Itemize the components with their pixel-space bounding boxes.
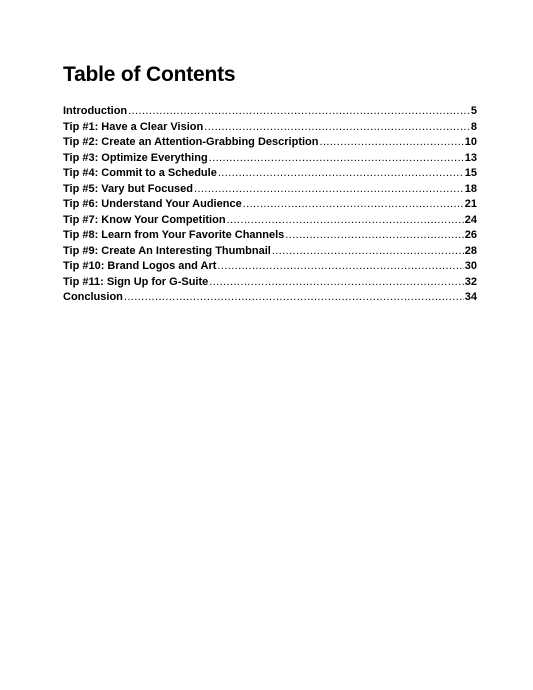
- toc-dot-leader: [209, 151, 464, 167]
- toc-entry-page-number: 15: [464, 167, 477, 179]
- toc-entry[interactable]: [63, 259, 477, 275]
- toc-dot-leader: [204, 120, 470, 136]
- toc-entry-page-number: 21: [464, 198, 477, 210]
- page-title: Table of Contents: [63, 63, 236, 86]
- toc-entry-label: Conclusion: [63, 291, 123, 303]
- toc-entry[interactable]: [63, 151, 477, 167]
- toc-entry-label: Tip #6: Understand Your Audience: [63, 198, 242, 210]
- toc-entry-label: Tip #4: Commit to a Schedule: [63, 167, 217, 179]
- toc-entry[interactable]: [63, 166, 477, 182]
- toc-entry-page-number: 18: [464, 182, 477, 195]
- toc-entry-page-number: 8: [470, 120, 477, 133]
- toc-entry-label: Tip #8: Learn from Your Favorite Channels: [63, 229, 285, 241]
- toc-dot-leader: [227, 213, 464, 229]
- toc-entry-page-number: 28: [464, 244, 477, 257]
- toc-entry[interactable]: [63, 244, 477, 260]
- toc-list: [63, 104, 477, 306]
- toc-entry[interactable]: [63, 104, 477, 120]
- toc-entry-label: Introduction: [63, 105, 128, 117]
- toc-entry-label: Tip #3: Optimize Everything: [63, 151, 208, 164]
- toc-dot-leader: [319, 135, 463, 151]
- toc-dot-leader: [218, 166, 464, 182]
- toc-entry[interactable]: [63, 135, 477, 151]
- toc-dot-leader: [272, 244, 464, 260]
- toc-dot-leader: [209, 275, 463, 291]
- toc-entry-page-number: 34: [464, 291, 477, 303]
- toc-entry-page-number: 13: [464, 151, 477, 164]
- toc-entry-page-number: 10: [464, 136, 477, 148]
- toc-entry-page-number: 26: [464, 229, 477, 241]
- toc-entry-label: Tip #9: Create An Interesting Thumbnail: [63, 244, 271, 257]
- toc-dot-leader: [285, 228, 463, 244]
- toc-entry-label: Tip #10: Brand Logos and Art: [63, 260, 217, 272]
- toc-entry[interactable]: [63, 197, 477, 213]
- toc-entry-page-number: 24: [464, 213, 477, 226]
- toc-entry[interactable]: [63, 290, 477, 306]
- toc-entry-label: Tip #11: Sign Up for G-Suite: [63, 275, 209, 288]
- toc-entry-label: Tip #5: Vary but Focused: [63, 182, 193, 195]
- toc-entry-page-number: 5: [470, 105, 477, 117]
- toc-entry[interactable]: [63, 182, 477, 198]
- toc-entry-label: Tip #1: Have a Clear Vision: [63, 120, 204, 133]
- toc-entry[interactable]: [63, 213, 477, 229]
- toc-dot-leader: [128, 104, 470, 120]
- toc-entry-page-number: 30: [464, 260, 477, 272]
- toc-dot-leader: [124, 290, 464, 306]
- toc-entry[interactable]: [63, 228, 477, 244]
- toc-entry-label: Tip #2: Create an Attention-Grabbing Description: [63, 136, 319, 148]
- toc-entry-page-number: 32: [464, 275, 477, 288]
- toc-dot-leader: [194, 182, 464, 198]
- toc-entry[interactable]: [63, 275, 477, 291]
- toc-entry[interactable]: [63, 120, 477, 136]
- toc-entry-label: Tip #7: Know Your Competition: [63, 213, 226, 226]
- toc-dot-leader: [217, 259, 463, 275]
- toc-dot-leader: [243, 197, 464, 213]
